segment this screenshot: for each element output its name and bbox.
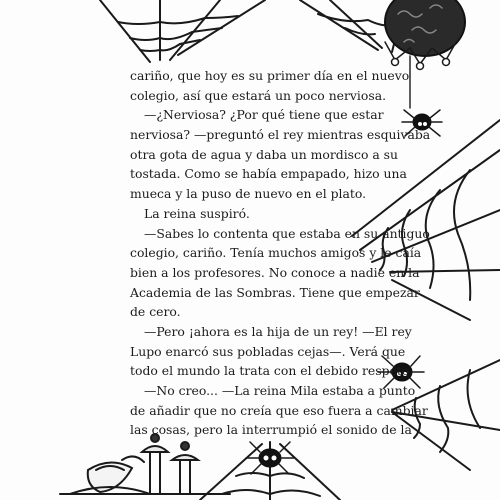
text-line: Academia de las Sombras. Tiene que empezar: [130, 284, 420, 300]
text-line: todo el mundo la trata con el debido respeto.: [130, 363, 414, 379]
text-line: nerviosa? —preguntó el rey mientras esquivaba: [130, 127, 431, 143]
text-line: otra gota de agua y daba un mordisco a su: [130, 146, 399, 162]
text-line: colegio, cariño. Tenía muchos amigos y le caía: [130, 245, 422, 261]
text-line: Lupo enarcó sus pobladas cejas—. Verá que: [130, 343, 406, 359]
text-line: —No creo... —La reina Mila estaba a punto: [144, 383, 416, 398]
spider-web-icon: [100, 0, 265, 62]
text-line: de cero.: [130, 304, 181, 320]
text-line: La reina suspiró.: [144, 205, 250, 221]
candle-icon: [142, 434, 198, 494]
text-line: las cosas, pero la interrumpió el sonido de la: [130, 422, 412, 438]
text-line: —¿Nerviosa? ¿Por qué tiene que estar: [144, 107, 384, 123]
text-line: de añadir que no creía que eso fuera a cambiar: [130, 402, 428, 418]
text-line: —Sabes lo contenta que estaba en su antiguo: [144, 225, 430, 241]
text-line: cariño, que hoy es su primer día en el nuevo: [130, 68, 410, 83]
teacup-icon: [70, 456, 150, 494]
text-line: colegio, así que estará un poco nerviosa.: [130, 87, 387, 103]
page-body-text: [130, 66, 430, 440]
text-line: —Pero ¡ahora es la hija de un rey! —El rey: [144, 323, 412, 339]
text-line: mueca y la puso de nuevo en el plato.: [130, 186, 367, 202]
text-line: bien a los profesores. No conoce a nadie en la: [130, 264, 420, 280]
text-line: tostada. Como se había empapado, hizo una: [130, 166, 407, 182]
